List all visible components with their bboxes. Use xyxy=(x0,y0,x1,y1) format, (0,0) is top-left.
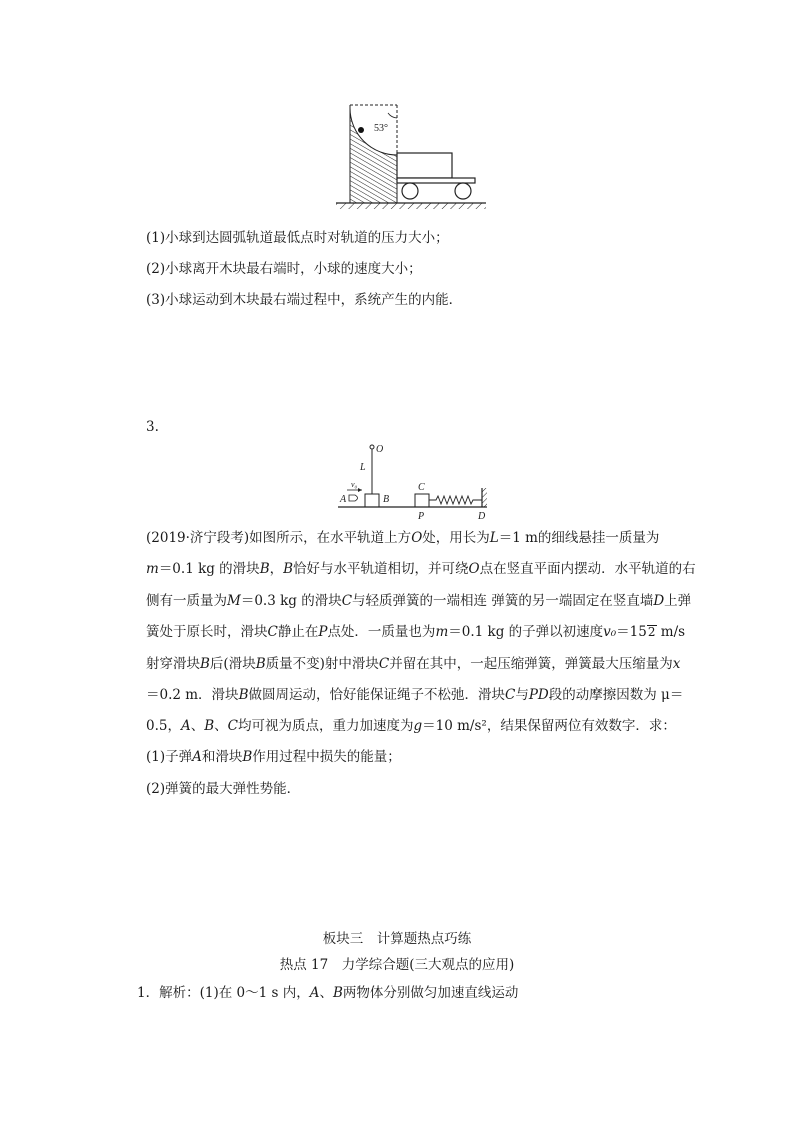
figure-track-cart xyxy=(330,100,490,215)
problem-3-line-6: ＝0.2 m．滑块B做圆周运动，恰好能保证绳子不松弛．滑块C与PD段的动摩擦因数为 μ＝ xyxy=(146,687,684,703)
question-2-2: (2)小球离开木块最右端时，小球的速度大小； xyxy=(146,261,422,277)
problem-3-line-2: m＝0.1 kg 的滑块B，B恰好与水平轨道相切，并可绕O点在竖直平面内摆动．水平轨道的右 xyxy=(146,561,696,577)
question-2-3: (3)小球运动到木块最右端过程中，系统产生的内能． xyxy=(146,292,463,308)
section-subtitle: 热点 17 力学综合题(三大观点的应用) xyxy=(279,957,515,973)
problem-3-line-3: 侧有一质量为M＝0.3 kg 的滑块C与轻质弹簧的一端相连 弹簧的另一端固定在竖直墙D上弹 xyxy=(146,593,692,609)
problem-3-question-1: (1)子弹A和滑块B作用过程中损失的能量； xyxy=(146,749,401,765)
label-l: L xyxy=(360,462,366,473)
question-2-1: (1)小球到达圆弧轨道最低点时对轨道的压力大小； xyxy=(146,230,449,246)
label-o: O xyxy=(376,444,384,455)
label-a: A xyxy=(340,494,347,505)
problem-3-number: 3. xyxy=(146,419,159,435)
problem-3-question-2: (2)弹簧的最大弹性势能． xyxy=(146,781,301,797)
problem-3-line-1: (2019·济宁段考)如图所示，在水平轨道上方O处，用长为L＝1 m的细线悬挂一质量为 xyxy=(146,530,660,546)
ball xyxy=(358,127,364,133)
problem-3-line-4: 簧处于原长时，滑块C静止在P点处．一质量也为m＝0.1 kg 的子弹以初速度v₀＝152 m/s xyxy=(146,624,686,640)
problem-3-line-7: 0.5，A、B、C均可视为质点，重力加速度为g＝10 m/s²，结果保留两位有效数字．求： xyxy=(146,718,676,734)
label-c: C xyxy=(418,482,425,493)
answer-line-1: 1．解析：(1)在 0～1 s 内，A、B两物体分别做匀加速直线运动 xyxy=(137,985,519,1001)
problem-3-line-5: 射穿滑块B后(滑块B质量不变)射中滑块C并留在其中，一起压缩弹簧，弹簧最大压缩量为x xyxy=(146,656,681,672)
sqrt-two: 2 xyxy=(647,625,656,639)
label-p: P xyxy=(418,511,425,522)
label-b: B xyxy=(383,494,390,505)
section-title: 板块三 计算题热点巧练 xyxy=(322,931,472,947)
angle-label: 53° xyxy=(374,123,388,134)
label-v0: v₀ xyxy=(351,480,358,489)
label-d: D xyxy=(478,511,486,522)
figure-pendulum-spring xyxy=(330,440,500,522)
